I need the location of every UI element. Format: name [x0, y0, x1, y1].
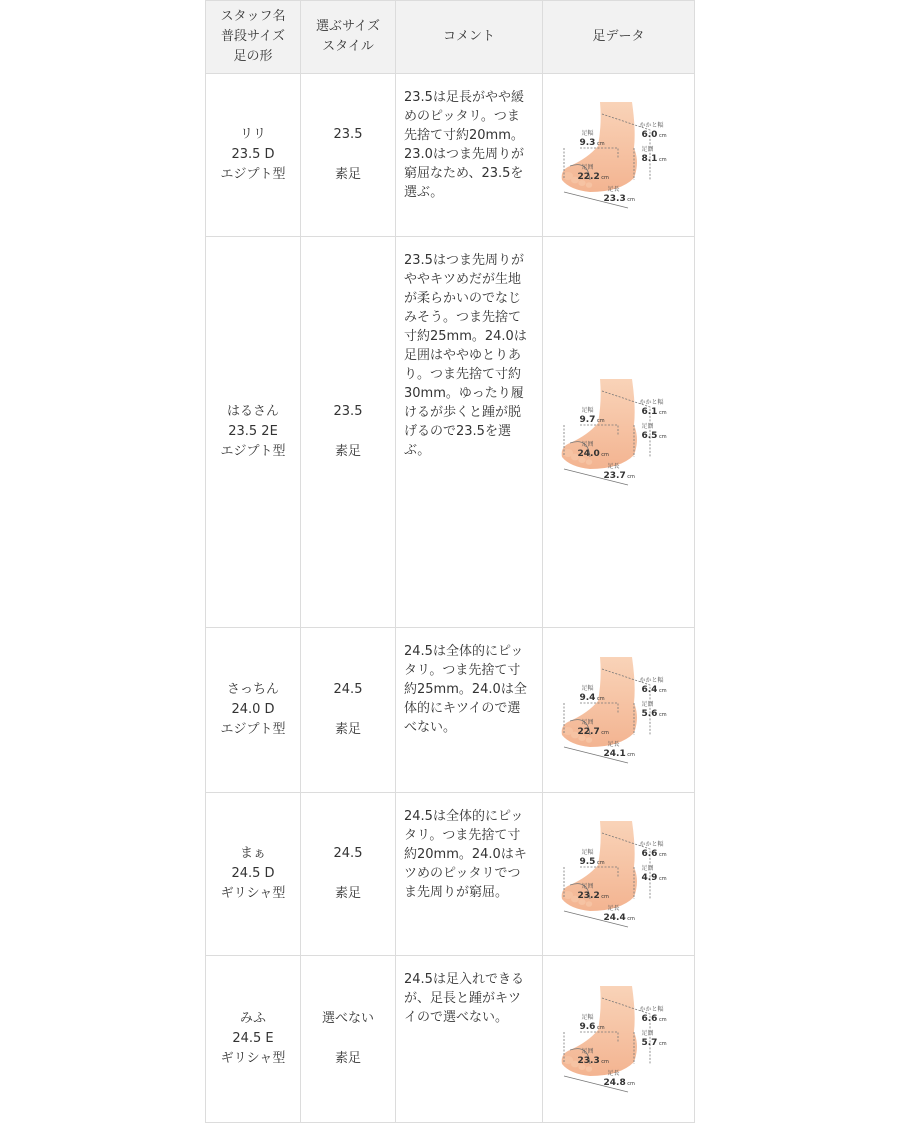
wear-style: 素足: [334, 444, 361, 459]
ball-girth-value: 23.3 cm: [577, 1056, 609, 1066]
comment-cell: 24.5は全体的にピッタリ。つま先捨て寸約20mm。24.0はキツめのピッタリでつま先周りが窮屈。: [396, 793, 543, 956]
foot-length-value: 23.7 cm: [603, 471, 635, 481]
foot-length-value: 24.1 cm: [603, 749, 635, 759]
foot-length-value: 23.3 cm: [603, 194, 635, 204]
foot-width-value: 9.6 cm: [579, 1022, 605, 1032]
staff-size-table: [205, 0, 695, 1123]
foot-diagram: [560, 655, 678, 765]
foot-data-cell: [543, 237, 695, 628]
table-row: [206, 793, 695, 956]
foot-shape: ギリシャ型: [220, 1051, 286, 1066]
chosen-cell: [301, 793, 396, 956]
heel-width-value: 6.6 cm: [641, 849, 667, 859]
comment-cell: 24.5は全体的にピッタリ。つま先捨て寸約25mm。24.0は全体的にキツイので選べない。: [396, 628, 543, 793]
foot-data-cell: [543, 956, 695, 1123]
foot-width-value: 9.4 cm: [579, 693, 605, 703]
foot-shape: ギリシャ型: [220, 886, 286, 901]
staff-cell: [206, 793, 301, 956]
foot-length-label: 足長: [607, 1070, 620, 1077]
instep-label: 足囲: [641, 701, 654, 708]
heel-width-label: かかと幅: [639, 841, 664, 848]
foot-shape: エジプト型: [220, 167, 286, 182]
heel-width-label: かかと幅: [639, 1006, 664, 1013]
comment-cell: 23.5は足長がやや緩めのピッタリ。つま先捨て寸約20mm。23.0はつま先周りが窮屈なため、23.5を選ぶ。: [396, 74, 543, 237]
foot-diagram: [560, 819, 678, 929]
ball-girth-label: 足囲: [581, 164, 594, 171]
foot-data-cell: [543, 74, 695, 237]
header-staff: [206, 1, 301, 74]
foot-width-value: 9.7 cm: [579, 415, 605, 425]
usual-size: 23.5 2E: [228, 424, 278, 439]
ball-girth-label: 足囲: [581, 883, 594, 890]
staff-name: リリ: [239, 127, 266, 142]
chosen-size: 24.5: [333, 682, 363, 697]
ball-girth-value: 24.0 cm: [577, 449, 609, 459]
chosen-cell: [301, 237, 396, 628]
foot-diagram: [560, 100, 678, 210]
table-row: [206, 74, 695, 237]
foot-width-label: 足幅: [581, 849, 594, 856]
foot-width-label: 足幅: [581, 1014, 594, 1021]
usual-size: 23.5 D: [231, 147, 275, 162]
usual-size: 24.5 E: [232, 1031, 274, 1046]
heel-width-value: 6.4 cm: [641, 685, 667, 695]
foot-width-value: 9.3 cm: [579, 138, 605, 148]
header-foot-data: 足データ: [543, 1, 695, 74]
header-staff-name: スタッフ名: [220, 9, 286, 24]
comment-cell: 23.5はつま先周りがややキツめだが生地が柔らかいのでなじみそう。つま先捨て寸約25mm。24.0は足囲はややゆとりあり。つま先捨て寸約30mm。ゆったり履けるが歩くと踵が脱げるので23.5を選ぶ。: [396, 237, 543, 628]
foot-length-label: 足長: [607, 463, 620, 470]
wear-style: 素足: [334, 722, 361, 737]
heel-width-label: かかと幅: [639, 122, 664, 129]
instep-value: 5.6 cm: [641, 709, 667, 719]
instep-value: 8.1 cm: [641, 154, 667, 164]
foot-length-label: 足長: [607, 186, 620, 193]
staff-cell: [206, 237, 301, 628]
ball-girth-value: 23.2 cm: [577, 891, 609, 901]
heel-width-value: 6.0 cm: [641, 130, 667, 140]
foot-diagram: [560, 984, 678, 1094]
staff-cell: [206, 956, 301, 1123]
header-comment: コメント: [396, 1, 543, 74]
foot-data-cell: [543, 628, 695, 793]
staff-cell: [206, 74, 301, 237]
foot-length-label: 足長: [607, 741, 620, 748]
instep-value: 6.5 cm: [641, 431, 667, 441]
instep-value: 4.9 cm: [641, 873, 667, 883]
foot-data-cell: [543, 793, 695, 956]
staff-name: まぁ: [239, 846, 266, 861]
header-style: スタイル: [322, 39, 374, 54]
foot-diagram: [560, 377, 678, 487]
heel-width-label: かかと幅: [639, 399, 664, 406]
staff-name: さっちん: [226, 682, 279, 697]
ball-girth-value: 22.7 cm: [577, 727, 609, 737]
chosen-size: 23.5: [333, 404, 363, 419]
instep-label: 足囲: [641, 1030, 654, 1037]
foot-length-label: 足長: [607, 905, 620, 912]
foot-width-label: 足幅: [581, 685, 594, 692]
foot-shape: エジプト型: [220, 444, 286, 459]
table-row: [206, 237, 695, 628]
usual-size: 24.0 D: [231, 702, 275, 717]
foot-length-value: 24.4 cm: [603, 913, 635, 923]
wear-style: 素足: [334, 1051, 361, 1066]
header-usual-size: 普段サイズ: [221, 29, 285, 44]
instep-value: 5.7 cm: [641, 1038, 667, 1048]
chosen-cell: [301, 956, 396, 1123]
foot-width-label: 足幅: [581, 130, 594, 137]
ball-girth-label: 足囲: [581, 441, 594, 448]
ball-girth-value: 22.2 cm: [577, 172, 609, 182]
staff-cell: [206, 628, 301, 793]
header-chosen-size: 選ぶサイズ: [316, 19, 380, 34]
ball-girth-label: 足囲: [581, 719, 594, 726]
foot-length-value: 24.8 cm: [603, 1078, 635, 1088]
heel-width-value: 6.1 cm: [641, 407, 667, 417]
chosen-size: 選べない: [321, 1011, 374, 1026]
wear-style: 素足: [334, 886, 361, 901]
header-chosen: [301, 1, 396, 74]
chosen-cell: [301, 628, 396, 793]
staff-name: はるさん: [226, 404, 279, 419]
chosen-size: 24.5: [333, 846, 363, 861]
ball-girth-label: 足囲: [581, 1048, 594, 1055]
table-header-row: [206, 1, 695, 74]
foot-shape: エジプト型: [220, 722, 286, 737]
foot-width-label: 足幅: [581, 407, 594, 414]
instep-label: 足囲: [641, 423, 654, 430]
heel-width-value: 6.6 cm: [641, 1014, 667, 1024]
table-row: [206, 956, 695, 1123]
instep-label: 足囲: [641, 865, 654, 872]
instep-label: 足囲: [641, 146, 654, 153]
header-foot-shape: 足の形: [233, 49, 273, 64]
foot-width-value: 9.5 cm: [579, 857, 605, 867]
wear-style: 素足: [334, 167, 361, 182]
comment-cell: 24.5は足入れできるが、足長と踵がキツイので選べない。: [396, 956, 543, 1123]
table-row: [206, 628, 695, 793]
chosen-cell: [301, 74, 396, 237]
heel-width-label: かかと幅: [639, 677, 664, 684]
chosen-size: 23.5: [333, 127, 363, 142]
staff-name: みふ: [239, 1011, 266, 1026]
usual-size: 24.5 D: [231, 866, 275, 881]
